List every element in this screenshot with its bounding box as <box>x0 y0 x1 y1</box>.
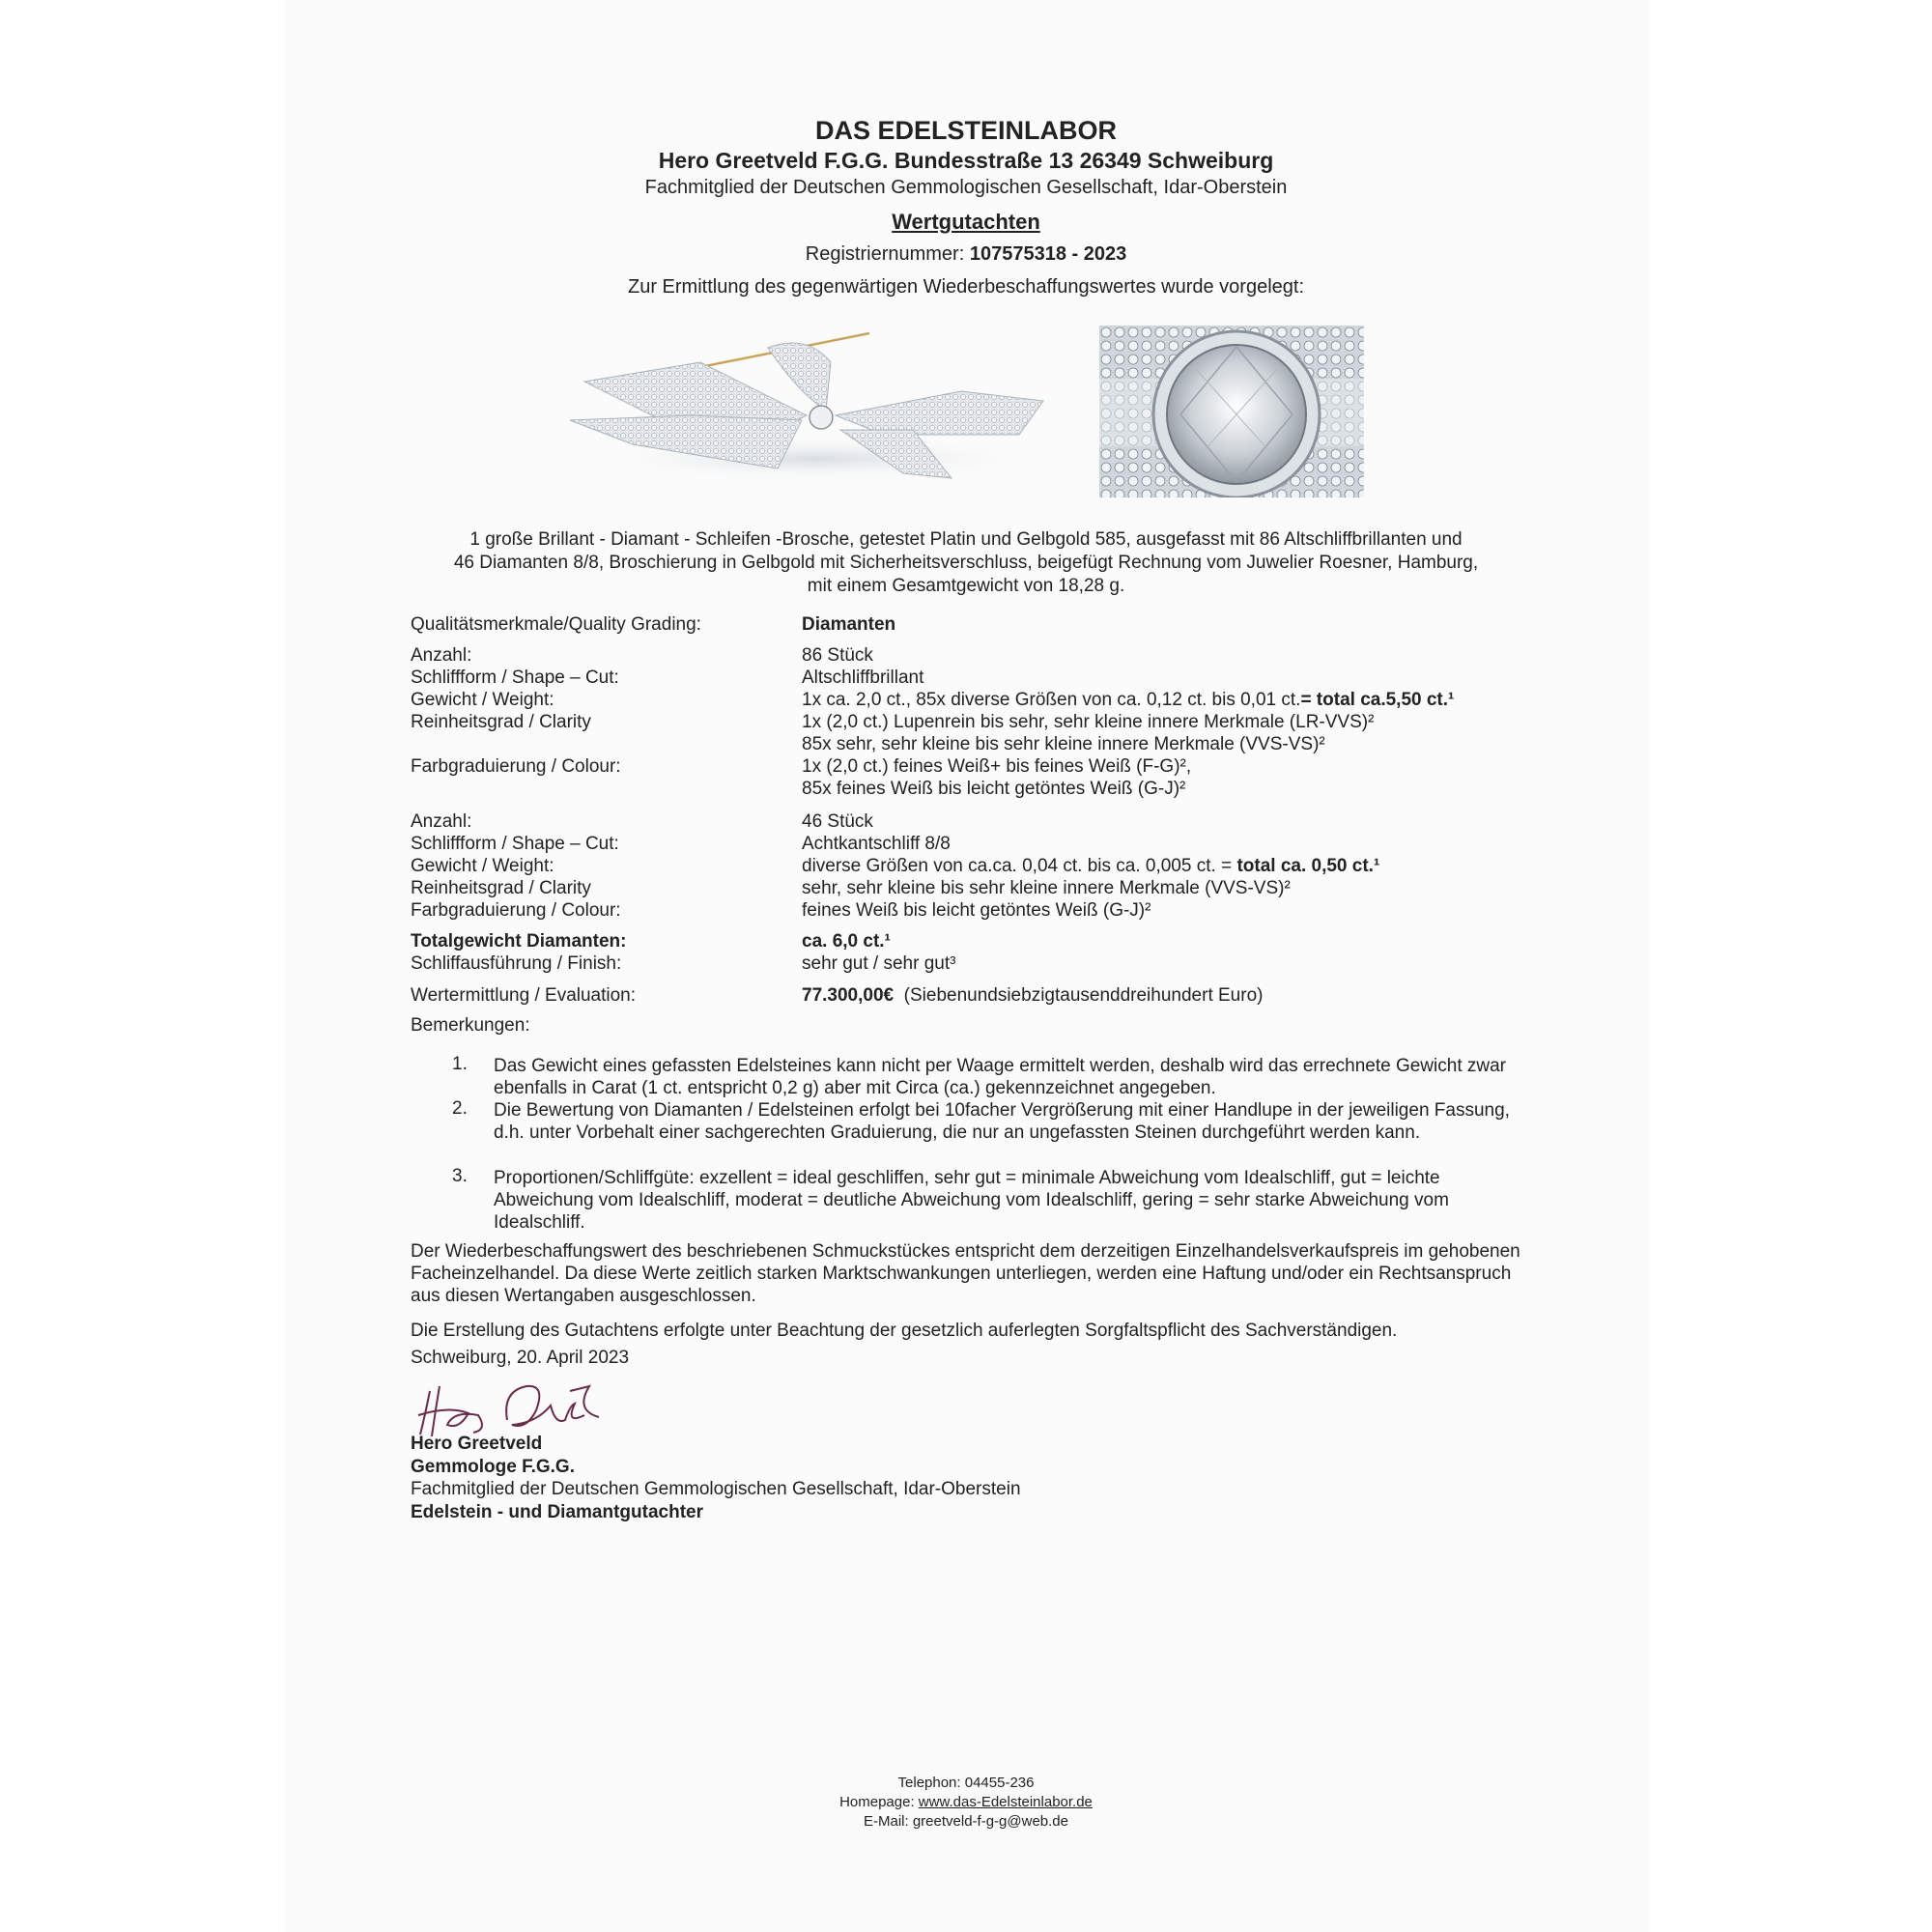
g2-weight-label: Gewicht / Weight: <box>411 856 554 876</box>
footer <box>0 1774 1932 1832</box>
g2-clarity-value: sehr, sehr kleine bis sehr kleine innere Merkmale (VVS-VS)² <box>802 878 1291 898</box>
finish-value: sehr gut / sehr gut³ <box>802 953 956 974</box>
g2-shape-value: Achtkantschliff 8/8 <box>802 834 951 854</box>
grading-label: Qualitätsmerkmale/Quality Grading: <box>411 614 701 635</box>
signer-name: Hero Greetveld <box>411 1434 543 1454</box>
description-line: 1 große Brillant - Diamant - Schleifen -Brosche, getestet Platin und Gelbgold 585, ausgefasst mit 86 Altschliffbrillanten und <box>469 529 1463 550</box>
diligence-paragraph: Die Erstellung des Gutachtens erfolgte unter Beachtung der gesetzlich auferlegten Sorgfaltspflicht des Sachverständigen. <box>411 1321 1398 1341</box>
g1-shape-label: Schliffform / Shape – Cut: <box>411 668 619 688</box>
g2-shape-label: Schliffform / Shape – Cut: <box>411 834 619 854</box>
g2-weight-total: total ca. 0,50 ct.¹ <box>1236 856 1380 876</box>
g2-weight-detail: diverse Größen von ca.ca. 0,04 ct. bis ca. 0,005 ct. = <box>802 856 1237 876</box>
membership-line: Fachmitglied der Deutschen Gemmologischen Gesellschaft, Idar-Oberstein <box>644 177 1288 198</box>
place-date: Schweiburg, 20. April 2023 <box>411 1348 630 1368</box>
note-number: 2. <box>452 1098 468 1119</box>
g1-colour-value-1: 1x (2,0 ct.) feines Weiß+ bis feines Weiß (F-G)², <box>802 756 1192 777</box>
lab-name: DAS EDELSTEINLABOR <box>814 116 1118 145</box>
g1-count-label: Anzahl: <box>411 645 472 666</box>
evaluation-label: Wertermittlung / Evaluation: <box>411 985 637 1006</box>
note-number: 3. <box>452 1166 468 1186</box>
g1-weight-value <box>802 690 1454 711</box>
g2-count-value: 46 Stück <box>802 811 873 832</box>
evaluation-amount: 77.300,00€ <box>802 985 895 1006</box>
footer-email: E-Mail: greetveld-f-g-g@web.de <box>864 1813 1068 1830</box>
signer-membership: Fachmitglied der Deutschen Gemmologischen Gesellschaft, Idar-Oberstein <box>411 1479 1021 1499</box>
registration-label: Registriernummer: <box>805 243 970 265</box>
registration-line <box>0 243 1932 266</box>
g1-weight-detail: 1x ca. 2,0 ct., 85x diverse Größen von ca. 0,12 ct. bis 0,01 ct. <box>802 690 1301 710</box>
g1-shape-value: Altschliffbrillant <box>802 668 924 688</box>
g2-colour-value: feines Weiß bis leicht getöntes Weiß (G-J)² <box>802 900 1151 921</box>
owner-address: Hero Greetveld F.G.G. Bundesstraße 13 26349 Schweiburg <box>658 148 1274 173</box>
item-description <box>386 528 1546 598</box>
evaluation-words: (Siebenundsiebzigtausenddreihundert Euro) <box>894 985 1264 1006</box>
brooch-photo <box>565 324 1067 488</box>
g1-clarity-value-2: 85x sehr, sehr kleine bis sehr kleine innere Merkmale (VVS-VS)² <box>802 734 1325 754</box>
intro-line: Zur Ermittlung des gegenwärtigen Wiederbeschaffungswertes wurde vorgelegt: <box>628 276 1304 298</box>
homepage-label: Homepage: <box>839 1794 919 1810</box>
note-text: Die Bewertung von Diamanten / Edelsteinen erfolgt bei 10facher Vergrößerung mit einer Handlupe in der jeweiligen Fassung, d.h. unter Vorbehalt einer sachgerechten Graduierung, die nur an ungefassten Steinen durchgeführt werden kann. <box>494 1100 1510 1143</box>
total-weight-label: Totalgewicht Diamanten: <box>411 931 627 952</box>
note-text: Das Gewicht eines gefassten Edelsteines kann nicht per Waage ermittelt werden, deshalb wird das errechnete Gewicht zwar ebenfalls in Carat (1 ct. entspricht 0,2 g) aber mit Circa (ca.) gekennzeichnet angegeben. <box>494 1056 1506 1098</box>
finish-label: Schliffausführung / Finish: <box>411 953 622 974</box>
g1-weight-label: Gewicht / Weight: <box>411 690 554 710</box>
g1-colour-value-2: 85x feines Weiß bis leicht getöntes Weiß (G-J)² <box>802 779 1186 799</box>
remarks-label: Bemerkungen: <box>411 1015 530 1036</box>
g1-weight-total: = total ca.5,50 ct.¹ <box>1300 690 1455 710</box>
total-weight-value: ca. 6,0 ct.¹ <box>802 931 891 952</box>
signer-role: Edelstein - und Diamantgutachter <box>411 1502 703 1522</box>
g1-clarity-label: Reinheitsgrad / Clarity <box>411 712 591 732</box>
closing-paragraph: Der Wiederbeschaffungswert des beschriebenen Schmuckstückes entspricht dem derzeitigen Einzelhandelsverkaufspreis im gehobenen Facheinzelhandel. Da diese Werte zeitlich starken Marktschwankungen unterliegen, werden eine Haftung und/oder ein Rechtsanspruch aus diesen Wertangaben ausgeschlossen. <box>411 1241 1520 1306</box>
g1-clarity-value-1: 1x (2,0 ct.) Lupenrein bis sehr, sehr kleine innere Merkmale (LR-VVS)² <box>802 712 1375 732</box>
g2-clarity-label: Reinheitsgrad / Clarity <box>411 878 591 898</box>
g2-count-label: Anzahl: <box>411 811 472 832</box>
document-title: Wertgutachten <box>892 210 1040 234</box>
note-text: Proportionen/Schliffgüte: exzellent = ideal geschliffen, sehr gut = minimale Abweichung vom Idealschliff, gut = leichte Abweichung vom Idealschliff, moderat = deutliche Abweichung vom Idealschliff, gering = sehr starke Abweichung vom Idealschliff. <box>494 1168 1449 1233</box>
signer-title: Gemmologe F.G.G. <box>411 1457 575 1477</box>
grading-value: Diamanten <box>802 614 896 635</box>
g1-count-value: 86 Stück <box>802 645 873 666</box>
g1-colour-label: Farbgraduierung / Colour: <box>411 756 621 777</box>
homepage-link[interactable]: www.das-Edelsteinlabor.de <box>918 1794 1093 1810</box>
footer-homepage <box>0 1793 1932 1812</box>
note-number: 1. <box>452 1054 468 1074</box>
description-line: mit einem Gesamtgewicht von 18,28 g. <box>807 576 1125 596</box>
description-line: 46 Diamanten 8/8, Broschierung in Gelbgold mit Sicherheitsverschluss, beigefügt Rechnung vom Juwelier Roesner, Hamburg, <box>453 553 1479 573</box>
footer-phone: Telephon: 04455-236 <box>897 1775 1035 1791</box>
center-stone-closeup-photo <box>1099 326 1364 497</box>
g2-colour-label: Farbgraduierung / Colour: <box>411 900 621 921</box>
registration-number: 107575318 - 2023 <box>969 243 1127 265</box>
g2-weight-value <box>802 856 1379 877</box>
evaluation-value <box>802 985 1263 1007</box>
